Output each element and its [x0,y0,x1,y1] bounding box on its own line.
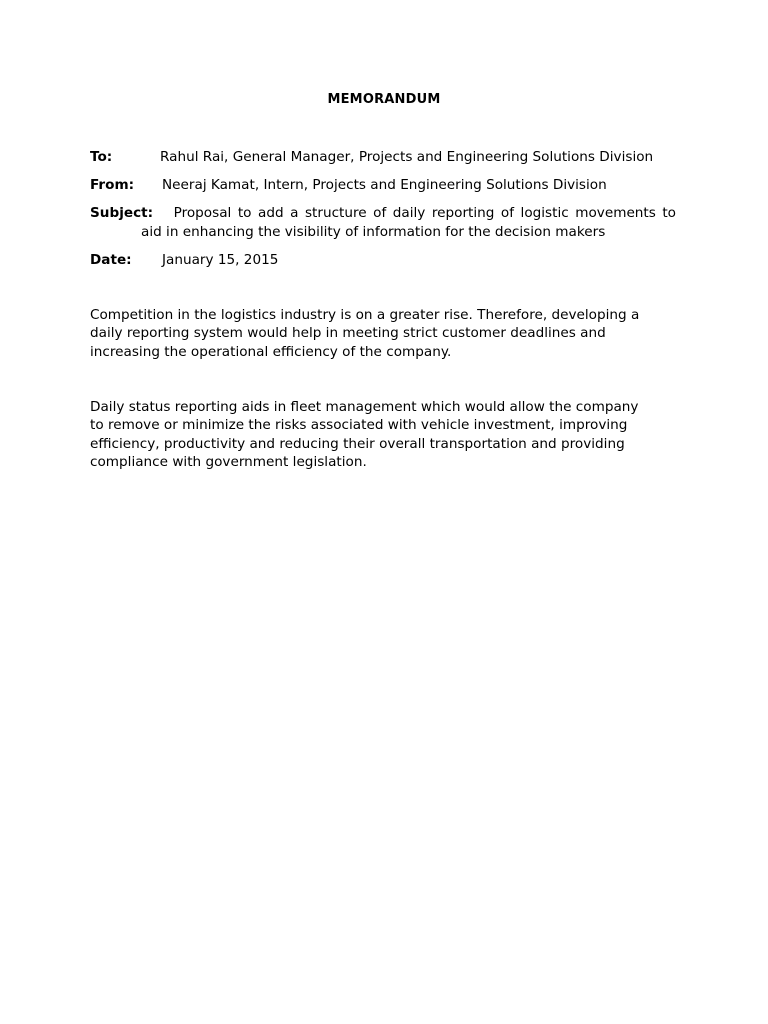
from-label: From: [90,177,135,193]
date-value: January 15, 2015 [162,252,279,268]
memo-from-row [90,176,680,195]
body-paragraph-1: Competition in the logistics industry is on a greater rise. Therefore, developing a daily reporting system would help in meeting strict customer deadlines and increasing the operational efficiency of the company. [90,307,640,360]
body-paragraph-2: Daily status reporting aids in fleet management which would allow the company to remove or minimize the risks associated with vehicle investment, improving efficiency, productivity and reducing their overall transportation and providing compliance with government legislation. [90,399,639,470]
memo-subject-row [90,204,680,241]
subject-value-line1: Proposal to add a structure of daily reporting of logistic movements to [173,205,676,221]
to-label: To: [90,149,113,165]
subject-label: Subject: [90,205,154,221]
memo-to-row [90,148,680,167]
to-value: Rahul Rai, General Manager, Projects and Engineering Solutions Division [160,149,654,165]
from-value: Neeraj Kamat, Intern, Projects and Engineering Solutions Division [162,177,607,193]
date-label: Date: [90,252,132,268]
subject-first-line [90,204,676,223]
subject-value-line2: aid in enhancing the visibility of information for the decision makers [141,223,606,240]
memo-date-row [90,251,680,270]
memo-title: MEMORANDUM [327,92,441,107]
